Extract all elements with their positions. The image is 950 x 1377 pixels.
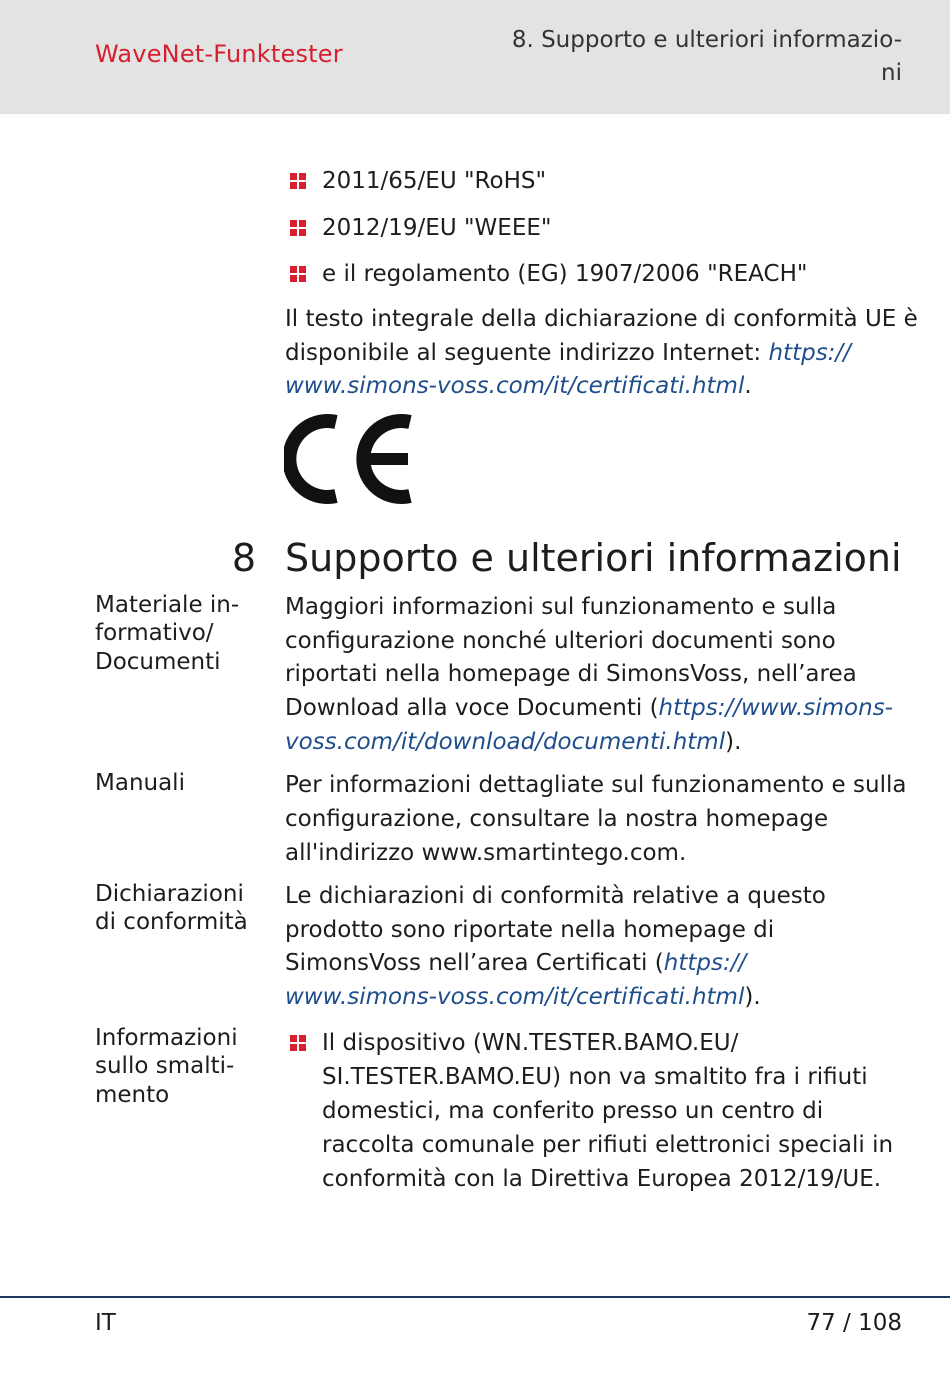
- directive-item: 2012/19/EU "WEEE": [322, 215, 552, 241]
- punctuation: ).: [725, 729, 742, 755]
- disposal-line: domestici, ma conferito presso un centro di: [322, 1098, 824, 1124]
- margin-label-line: sullo smalti-: [95, 1053, 235, 1079]
- disposal-line: SI.TESTER.BAMO.EU) non va smaltito fra i rifiuti: [322, 1064, 868, 1090]
- body-line: Le dichiarazioni di conformità relative a questo: [285, 883, 826, 909]
- conformity-text: disponibile al seguente indirizzo Internet:: [285, 340, 769, 366]
- punctuation: ).: [744, 984, 761, 1010]
- conformity-text-line: [285, 336, 851, 370]
- body-line: [285, 980, 761, 1014]
- disposal-line: conformità con la Direttiva Europea 2012/19/UE.: [322, 1166, 882, 1192]
- body-line: Per informazioni dettagliate sul funzionamento e sulla: [285, 772, 907, 798]
- body-line: all'indirizzo www.smartintego.com.: [285, 840, 687, 866]
- margin-label-line: Documenti: [95, 649, 221, 675]
- documents-link[interactable]: voss.com/it/download/documenti.html: [285, 729, 726, 755]
- documents-link[interactable]: https://www.simons-: [658, 695, 893, 721]
- chapter-title-line-1: 8. Supporto e ulteriori informazio-: [511, 27, 902, 53]
- footer-language: IT: [95, 1310, 116, 1336]
- punctuation: .: [744, 373, 752, 399]
- body-line: [285, 725, 741, 759]
- section-number: 8: [231, 536, 256, 580]
- body-text: Download alla voce Documenti (: [285, 695, 659, 721]
- page-number: 77 / 108: [806, 1310, 902, 1336]
- ce-mark-icon: [284, 412, 416, 506]
- margin-label-line: formativo/: [95, 620, 214, 646]
- body-line: configurazione, consultare la nostra homepage: [285, 806, 829, 832]
- section-title: Supporto e ulteriori informazioni: [285, 536, 902, 580]
- brand-title: WaveNet-Funktester: [95, 40, 343, 68]
- margin-label-line: di conformità: [95, 909, 248, 935]
- body-line: prodotto sono riportate nella homepage di: [285, 917, 775, 943]
- certificate-link[interactable]: https://: [663, 950, 747, 976]
- margin-label-line: Materiale in-: [95, 592, 240, 618]
- body-text: SimonsVoss nell’area Certificati (: [285, 950, 664, 976]
- directive-item: e il regolamento (EG) 1907/2006 "REACH": [322, 261, 808, 287]
- conformity-text-line: [285, 369, 752, 403]
- body-line: riportati nella homepage di SimonsVoss, nell’area: [285, 661, 857, 687]
- bullet-icon: [290, 1035, 306, 1051]
- margin-label-line: Dichiarazioni: [95, 881, 244, 907]
- conformity-text-line: Il testo integrale della dichiarazione di conformità UE è: [285, 306, 918, 332]
- body-line: [285, 946, 746, 980]
- certificate-link[interactable]: www.simons-voss.com/it/certificati.html: [285, 984, 745, 1010]
- footer-rule: [0, 1296, 950, 1298]
- bullet-icon: [290, 173, 306, 189]
- bullet-icon: [290, 266, 306, 282]
- certificate-link[interactable]: www.simons-voss.com/it/certificati.html: [285, 373, 745, 399]
- disposal-line: Il dispositivo (WN.TESTER.BAMO.EU/: [322, 1030, 739, 1056]
- body-line: Maggiori informazioni sul funzionamento e sulla: [285, 594, 837, 620]
- chapter-running-title: [482, 24, 902, 90]
- body-line: configurazione nonché ulteriori documenti sono: [285, 628, 836, 654]
- certificate-link[interactable]: https://: [768, 340, 851, 366]
- directive-item: 2011/65/EU "RoHS": [322, 168, 547, 194]
- body-line: [285, 691, 893, 725]
- chapter-title-line-2: ni: [881, 60, 902, 86]
- margin-label-line: mento: [95, 1082, 170, 1108]
- bullet-icon: [290, 220, 306, 236]
- page-header: [0, 0, 950, 114]
- margin-label-line: Manuali: [95, 770, 185, 796]
- disposal-line: raccolta comunale per rifiuti elettronici speciali in: [322, 1132, 894, 1158]
- margin-label-line: Informazioni: [95, 1025, 238, 1051]
